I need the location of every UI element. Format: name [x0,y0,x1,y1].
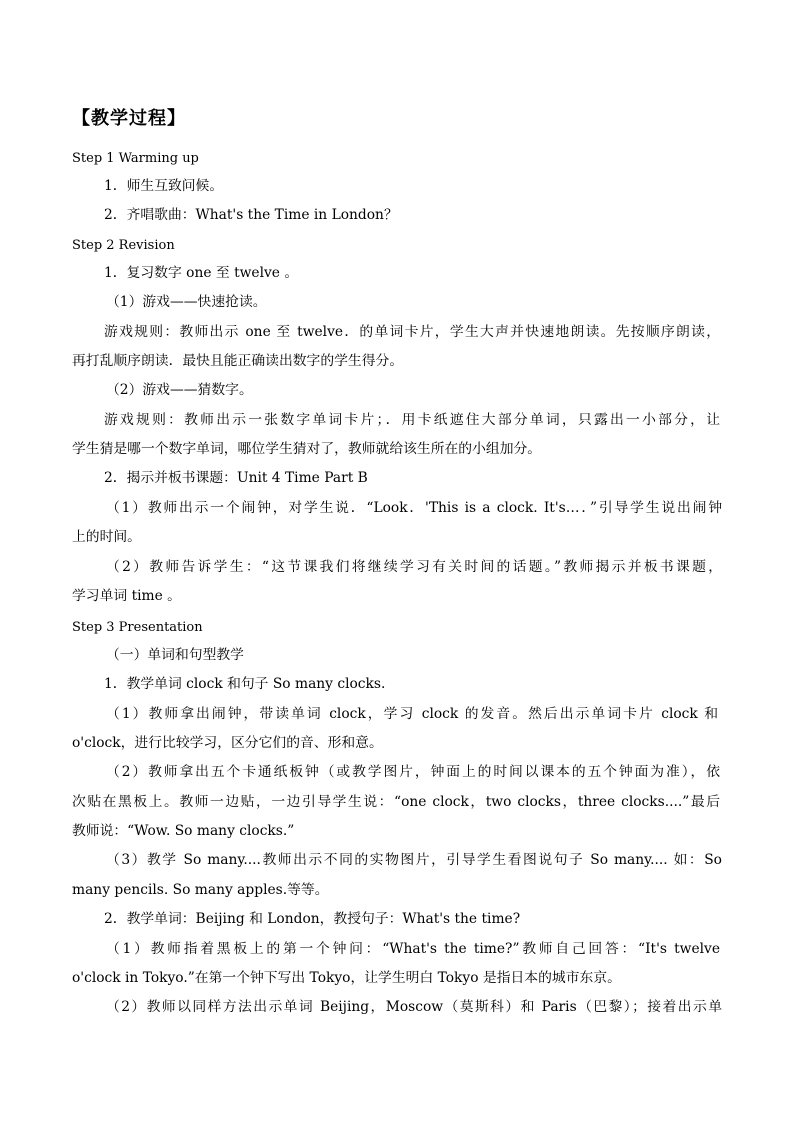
paragraph-line: （2）教师告诉学生：“这节课我们将继续学习有关时间的话题。”教师揭示并板书课题， [106,559,722,575]
section-heading: 【教学过程】 [72,108,186,129]
paragraph-line: （一）单词和句型教学 [106,647,244,663]
paragraph-line: 学习单词 time 。 [72,588,181,604]
paragraph-line: 1．教学单词 clock 和句子 So many clocks. [104,676,386,692]
paragraph-line: 学生猜是哪一个数字单词，哪位学生猜对了，教师就给该生所在的小组加分。 [72,441,542,457]
paragraph-line: 游戏规则：教师出示 one 至 twelve．的单词卡片，学生大声并快速地朗读。先按顺序朗读， [104,324,720,340]
paragraph-line: （2）教师拿出五个卡通纸板钟（或教学图片，钟面上的时间以课本的五个钟面为准），依 [106,764,720,780]
paragraph-line: （1）教师拿出闹钟，带读单词 clock，学习 clock 的发音。然后出示单词卡片 clock 和 [106,706,718,722]
step-1-title: Step 1 Warming up [72,151,199,166]
paragraph-line: many pencils. So many apples.等等。 [72,882,329,898]
paragraph-line: （2）教师以同样方法出示单词 Beijing，Moscow（莫斯科）和 Paris（巴黎）；接着出示单 [106,999,722,1015]
paragraph-line: 上的时间。 [72,529,141,545]
paragraph-line: 2．教学单词：Beijing 和 London，教授句子：What's the time? [104,911,521,927]
paragraph-line: （1）教师出示一个闹钟，对学生说．“Look．'This is a clock. It's…．”引导学生说出闹钟 [106,500,722,516]
paragraph-line: o'clock，进行比较学习，区分它们的音、形和意。 [72,735,383,751]
paragraph-line: 1．师生互致问候。 [104,178,224,194]
paragraph-line: （2）游戏——猜数字。 [106,382,253,398]
paragraph-line: （1）教师指着黑板上的第一个钟问：“What's the time?”教师自己回答：“It's twelve [106,941,720,957]
paragraph-line: 次贴在黑板上。教师一边贴，一边引导学生说：“one clock，two clocks，three clocks....”最后 [72,794,720,810]
step-3-title: Step 3 Presentation [72,620,203,635]
paragraph-line: 教师说：“Wow. So many clocks.” [72,823,295,839]
step-2-title: Step 2 Revision [72,238,175,253]
paragraph-line: 再打乱顺序朗读．最快且能正确读出数字的学生得分。 [72,353,404,369]
paragraph-line: （1）游戏——快速抢读。 [106,294,267,310]
paragraph-line: 2．揭示并板书课题：Unit 4 Time Part B [104,470,368,486]
paragraph-line: （3）教学 So many....教师出示不同的实物图片，引导学生看图说句子 So many.... 如：So [106,852,722,868]
paragraph-line: 游戏规则：教师出示一张数字单词卡片；．用卡纸遮住大部分单词，只露出一小部分，让 [104,412,720,428]
paragraph-line: 1．复习数字 one 至 twelve 。 [104,265,299,281]
paragraph-line: o'clock in Tokyo.”在第一个钟下写出 Tokyo，让学生明白 Tokyo 是指日本的城市东京。 [72,970,621,986]
paragraph-line: 2．齐唱歌曲：What's the Time in London？ [104,207,398,223]
